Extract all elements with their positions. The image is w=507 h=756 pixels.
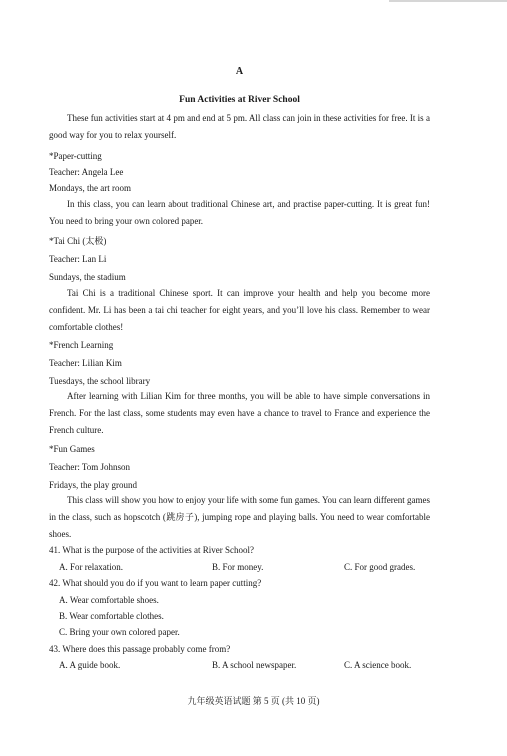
page-footer: 九年级英语试题 第 5 页 (共 10 页) — [187, 696, 320, 706]
question-stem: 43. Where does this passage probably come from? — [49, 644, 231, 654]
question-option: B. Wear comfortable clothes. — [59, 611, 164, 621]
activity-teacher: Teacher: Lan Li — [49, 254, 107, 264]
activity-description: This class will show you how to enjoy your life with some fun games. You can learn different games in the class, such as hopscotch (跳房子), jumping rope and playing balls. You need to wear comfortable shoes. — [49, 495, 430, 539]
activity-schedule: Fridays, the play ground — [49, 480, 137, 490]
question-stem: 42. What should you do if you want to learn paper cutting? — [49, 578, 262, 588]
activity-teacher: Teacher: Lilian Kim — [49, 358, 122, 368]
question-option: A. A guide book. — [59, 660, 121, 670]
question-option: A. For relaxation. — [59, 562, 123, 572]
activity-teacher: Teacher: Tom Johnson — [49, 462, 131, 472]
question-option: B. A school newspaper. — [212, 660, 297, 670]
activity-schedule: Mondays, the art room — [49, 183, 131, 193]
activity-name: *Tai Chi (太极) — [49, 236, 107, 246]
top-edge-bar — [389, 0, 507, 2]
passage-title: Fun Activities at River School — [179, 95, 300, 105]
activity-description: Tai Chi is a traditional Chinese sport. It can improve your health and help you become more confident. Mr. Li has been a tai chi teacher for eight years, and you’ll love his class. Remember to wear comfortable clothes! — [49, 288, 430, 332]
activity-description: In this class, you can learn about traditional Chinese art, and practise paper-cutting. It is great fun! You need to bring your own colored paper. — [49, 199, 430, 226]
activity-schedule: Sundays, the stadium — [49, 272, 126, 282]
question-stem: 41. What is the purpose of the activities at River School? — [49, 545, 255, 555]
question-option: C. A science book. — [344, 660, 412, 670]
activity-name: *French Learning — [49, 340, 114, 350]
question-option: A. Wear comfortable shoes. — [59, 595, 159, 605]
activity-teacher: Teacher: Angela Lee — [49, 167, 124, 177]
section-letter: A — [235, 66, 244, 77]
activity-name: *Paper-cutting — [49, 151, 102, 161]
activity-description: After learning with Lilian Kim for three months, you will be able to have simple conversations in French. For the last class, some students may even have a chance to travel to France and experience the French culture. — [49, 391, 430, 435]
question-option: C. Bring your own colored paper. — [59, 627, 180, 637]
intro-paragraph: These fun activities start at 4 pm and end at 5 pm. All class can join in these activities for free. It is a good way for you to relax yourself. — [49, 113, 430, 140]
activity-schedule: Tuesdays, the school library — [49, 376, 151, 386]
activity-name: *Fun Games — [49, 444, 95, 454]
question-option: C. For good grades. — [344, 562, 416, 572]
question-option: B. For money. — [212, 562, 264, 572]
